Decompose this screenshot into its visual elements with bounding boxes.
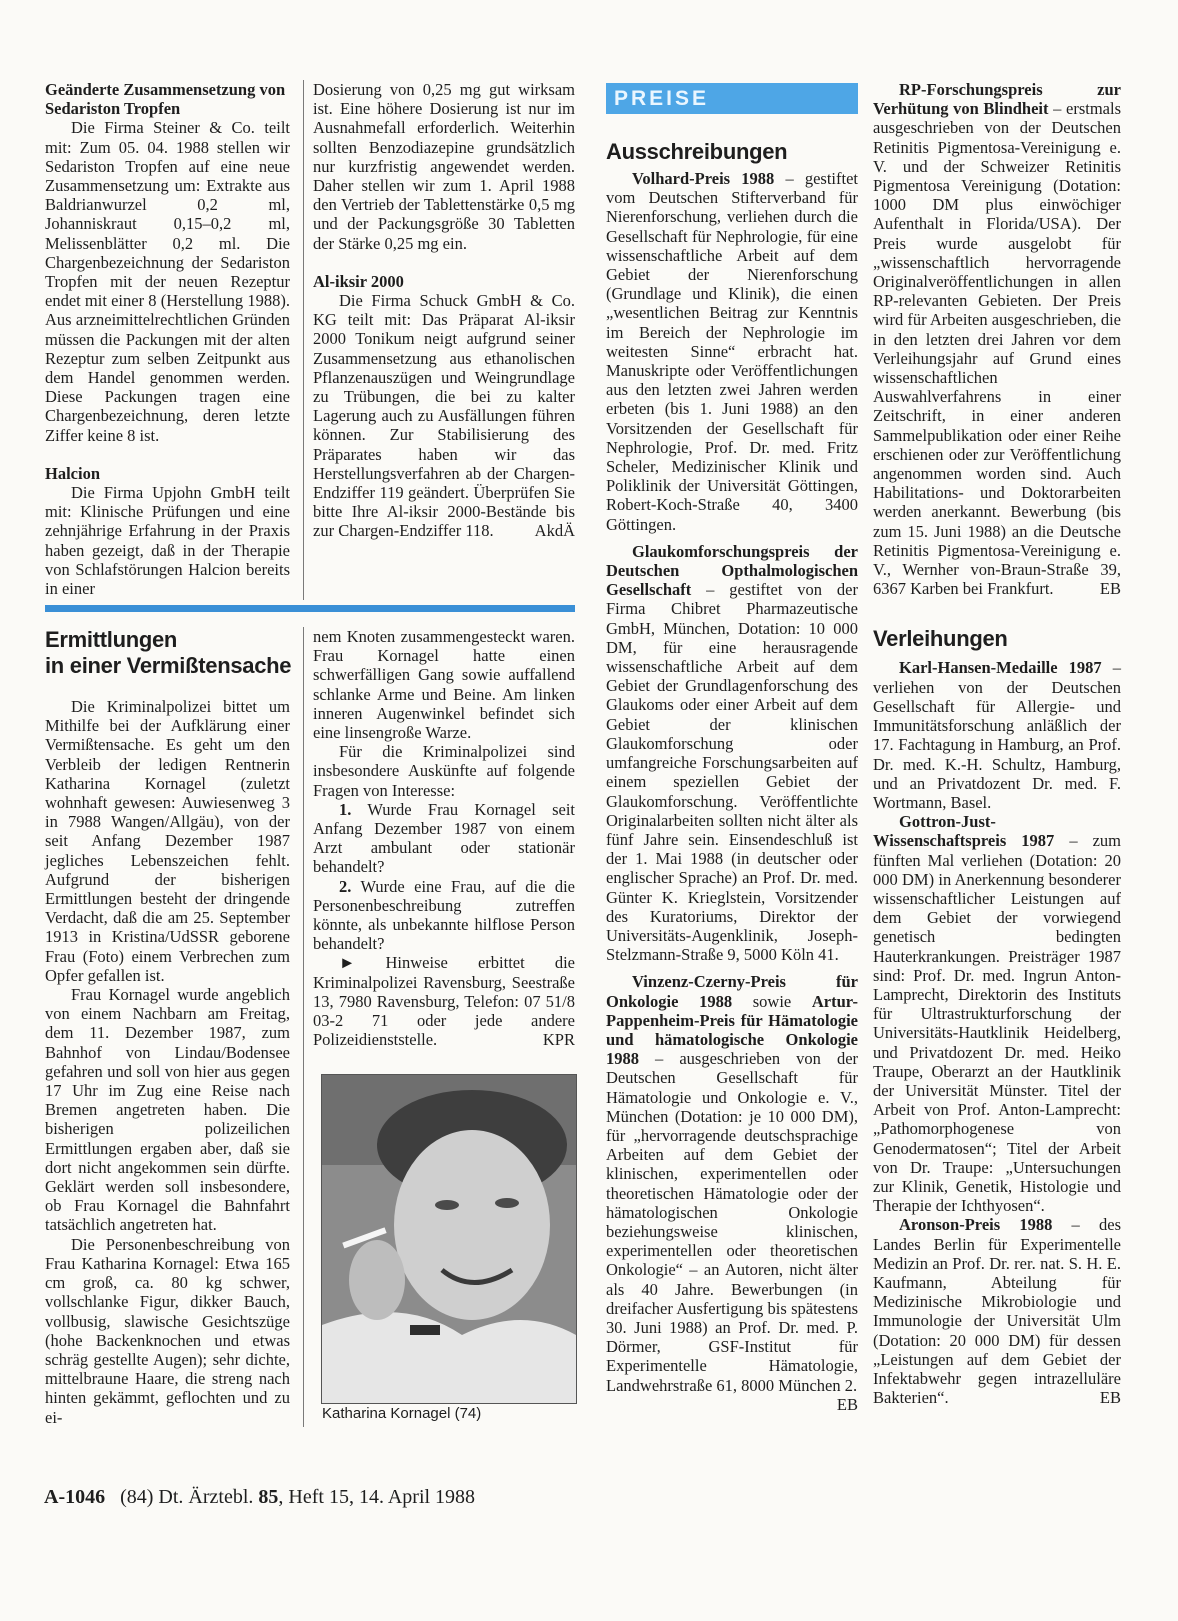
halcion-title: Halcion (45, 463, 101, 483)
photo-caption: Katharina Kornagel (74) (322, 1405, 482, 1422)
ermittlungen-title-1: Ermittlungen (45, 627, 178, 652)
sedariston-title: Geänderte Zusammensetzung von Sedariston Tropfen (45, 80, 286, 119)
question-1: 1. Wurde Frau Kornagel seit Anfang Dezember 1987 von einem Arzt ambulant oder stationär behandelt? (313, 799, 576, 877)
verleihungen-heading: Verleihungen (873, 626, 1008, 652)
vinzenz-signature: EB (836, 1394, 858, 1414)
aliksir-signature: AkdÄ (534, 521, 575, 541)
col3 (606, 139, 858, 1414)
arrow-icon: ► (339, 953, 356, 973)
volume-number: 85 (258, 1486, 279, 1508)
ermittlungen-contact: ► Hinweise erbittet die Kriminalpolizei Ravensburg, Seestraße 13, 7980 Ravensburg, Telefon: 07 51/8 03-2 71 oder jede andere Polizeidienststelle. KPR (313, 953, 575, 1050)
karl-hansen-entry: Karl-Hansen-Medaille 1987 – verliehen von der Deutschen Gesellschaft für Allergie- und Immunitätsforschung anläßlich der 17. Fachtagung in Hamburg, an Prof. Dr. med. K.-H. Schultz, Hamburg, und an Privatdozent Dr. med. F. Wortmann, Basel. (873, 658, 1121, 812)
portrait-photo-drawing (322, 1075, 576, 1403)
ermittlungen-p3: Die Personenbeschreibung von Frau Katharina Kornagel: Etwa 165 cm groß, ca. 80 kg schwer, vollschlanke Figur, dikker Bauch, vollbusig, slawische Gesichtszüge (hohe Backenknochen und etwas schräg gestellte Augen); sehr dichte, mittelbraune Haare, die streng nach hinten gekämmt, geflochten und zu ei- (45, 1234, 290, 1427)
ermittlungen-heading (45, 627, 295, 679)
gottron-just-entry: Gottron-Just-Wissenschaftspreis 1987 – zum fünften Mal verliehen (Dotation: 20 000 DM) in Anerkennung besonderer wissenschaftlicher Leistungen auf dem Gebiet der vorwiegend genetisch bedingten Hauterkrankungen. Preisträger 1987 sind: Prof. Dr. med. Ingrun Anton-Lamprecht, Direktorin des Instituts für Ultrastrukturforschung der Universitäts-Hautklinik Heidelberg, und Privatdozent Dr. med. Heiko Traupe, Oberarzt an der Hautklinik der Universität Münster. Titel der Arbeit von Prof. Anton-Lamprecht: „Pathomorphogenese von Genodermatosen“; Titel der Arbeit von Dr. Traupe: „Untersuchungen zur Klinik, Genetik, Histologie und Therapie der Ichthyosen“. (873, 812, 1121, 1216)
sedariston-body: Die Firma Steiner & Co. teilt mit: Zum 05. 04. 1988 stellen wir Sedariston Tropfen auf eine neue Zusammensetzung um: Extrakte aus Baldrianwurzel 0,2 ml, Johanniskraut 0,15–0,2 ml, Melissenblätter 0,2 ml. Die Chargenbezeichnung der Sedariston Tropfen mit der neuen Rezeptur endet mit einer 8 (Herstellung 1988). Aus arzneimittelrechtlichen Gründen müssen die Packungen mit der alten Rezeptur zum selben Zeitpunkt aus dem Handel genommen werden. Diese Packungen tragen eine Chargenbezeichnung, deren letzte Ziffer keine 8 ist. (45, 118, 290, 445)
col1-bottom (45, 697, 290, 1427)
column-divider (303, 627, 304, 1427)
page-number: A-1046 (44, 1486, 106, 1508)
col4 (873, 80, 1121, 1407)
glaukom-entry: Glaukomforschungspreis der Deutschen Opthalmologischen Gesellschaft – gestiftet von der Firma Chibret Pharmazeutische GmbH, München, Dotation: 10 000 DM, für eine herausragende wissenschaftliche Arbeit auf dem Gebiet der Grundlagenforschung des Glaukoms oder einer Arbeit auf dem Gebiet der klinischen Glaukomforschung oder umfangreiche Forschungsarbeiten auf einem speziellen Gebiet der Glaukomforschung. Veröffentlichte Originalarbeiten sollten nicht älter als fünf Jahre sein. Einsendeschluß ist der 1. Mai 1988 (in deutscher oder englischer Sprache) an Prof. Dr. med. Günter K. Krieglstein, Vorsitzender des Kuratoriums, Direktor der Universitäts-Augenklinik, Joseph-Stelzmann-Straße 9, 5000 Köln 41. (606, 541, 859, 965)
question-2: 2. Wurde eine Frau, auf die die Personenbeschreibung zutreffen könnte, als unbekannte hilflose Person behandelt? (313, 876, 576, 954)
halcion-continuation: Dosierung von 0,25 mg gut wirksam ist. Eine höhere Dosierung ist nur im Ausnahmefall erforderlich. Weiterhin sollten Benzodiazepine grundsätzlich nur kurzfristig angewendet werden. Daher stellen wir zum 1. April 1988 den Vertrieb der Tablettenstärke 0,5 mg und der Packungsgröße 30 Tabletten der Stärke 0,25 mg ein. (313, 80, 575, 253)
col2-bottom (313, 627, 575, 1049)
rp-signature: EB (1099, 579, 1121, 599)
rp-entry: RP-Forschungspreis zur Verhütung von Blindheit – erstmals ausgeschrieben von der Deutschen Retinitis Pigmentosa-Vereinigung e. V. und der Schweizer Retinitis Pigmentosa Vereinigung (Dotation: 1000 DM plus einwöchiger Aufenthalt in Florida/USA). Der Preis wurde ausgelobt für „wissenschaftlich hervorragende Originalveröffentlichungen in allen RP-relevanten Gebieten. Der Preis wird für Arbeiten ausgeschrieben, die in den letzten drei Jahren vor dem Verleihungsjahr auf Grund eines wissenschaftlichen Auswahlverfahrens in einer Zeitschrift, in einer anderen Sammelpublikation oder einer Reihe erschienen oder zur Veröffentlichung angenommen worden sind. Auch Habilitations- und Doktorarbeiten werden anerkannt. Bewerbung (bis zum 15. Juni 1988) an die Deutsche Retinitis Pigmentosa-Vereinigung e. V., Wernher von-Braun-Straße 39, 6367 Karben bei Frankfurt. EB (873, 80, 1121, 599)
aliksir-body: Die Firma Schuck GmbH & Co. KG teilt mit: Das Präparat Al-iksir 2000 Tonikum neigt aufgrund seiner Zusammensetzung aus ethanolischen Pflanzenauszügen und Weingrundlage zu Trübungen, die bei zu kalter Lagerung auch zu Ausfällungen führen können. Zur Stabilisierung des Präparates haben wir das Herstellungsverfahren ab der Chargen-Endziffer 119 geändert. Überprüfen Sie bitte Ihre Al-iksir 2000-Bestände bis zur Chargen-Endziffer 118. AkdÄ (313, 291, 575, 541)
halcion-body: Die Firma Upjohn GmbH teilt mit: Klinische Prüfungen und eine zehnjährige Erfahrung in der Praxis haben gezeigt, daß in der Therapie von Schlafstörungen Halcion bereits in einer (45, 483, 290, 599)
ermittlungen-p2: Frau Kornagel wurde angeblich von einem Nachbarn am Freitag, dem 11. Dezember 1987, zum Bahnhof von Lindau/Bodensee gefahren und soll von hier aus gegen 17 Uhr im Zug eine Reise nach Bremen angetreten haben. Die bisherigen polizeilichen Ermittlungen ergaben aber, daß sie dort nicht angekommen sein dürfte. Geklärt werden soll insbesondere, ob Frau Kornagel die Bahnfahrt tatsächlich angetreten hat. (45, 985, 290, 1235)
aronson-signature: EB (1099, 1388, 1121, 1408)
aliksir-title: Al-iksir 2000 (313, 271, 404, 291)
col2-top (313, 80, 575, 541)
journal-name: (84) Dt. Ärztebl. (120, 1486, 254, 1508)
vinzenz-entry: Vinzenz-Czerny-Preis für Onkologie 1988 sowie Artur-Pappenheim-Preis für Hämatologie und hämatologische Onkologie 1988 – ausgeschrieben von der Deutschen Gesellschaft für Hämatologie und Onkologie e. V., München (Dotation: je 10 000 DM), für „hervorragende deutschsprachige Arbeiten auf dem Gebiet der klinischen, experimentellen oder theoretischen Hämatologie oder der hämatologischen Onkologie beziehungsweise klinischen, experimentellen oder theoretischen Onkologie“ – an Autoren, nicht älter als 40 Jahre. Bewerbungen (in dreifacher Ausfertigung bis spätestens 30. Juni 1988) an Prof. Dr. med. P. Dörmer, GSF-Institut für Experimentelle Hämatologie, Landwehrstraße 61, 8000 München 2. EB (606, 972, 859, 1414)
col1-top (45, 80, 290, 598)
volhard-entry: Volhard-Preis 1988 – gestiftet vom Deutschen Stifterverband für Nierenforschung, verliehen durch die Gesellschaft für Nephrologie, für eine wissenschaftliche Arbeit auf dem Gebiet der Nierenforschung (Grundlage und Klinik), die einen „wesentlichen Beitrag zur Kenntnis im Bereich der Nephrologie im weitesten Sinne“ erbracht hat. Manuskripte oder Veröffentlichungen aus den letzten zwei Jahren werden erbeten (bis 1. Juni 1988) an den Vorsitzenden der Gesellschaft für Nephrologie, Prof. Dr. med. Fritz Scheler, Medizinischer Klinik und Poliklinik der Universität Göttingen, Robert-Koch-Straße 40, 3400 Göttingen. (606, 169, 859, 534)
preise-banner: PREISE (606, 83, 858, 114)
portrait-photo (321, 1074, 577, 1404)
issue-date: , Heft 15, 14. April 1988 (278, 1486, 476, 1508)
ausschreibungen-heading: Ausschreibungen (606, 139, 788, 164)
page-footer (44, 1486, 475, 1509)
column-divider (303, 80, 304, 600)
ermittlungen-title-2: in einer Vermißtensache (45, 653, 292, 678)
ermittlungen-p1: Die Kriminalpolizei bittet um Mithilfe bei der Aufklärung einer Vermißtensache. Es geht um den Verbleib der ledigen Rentnerin Katharina Kornagel (zuletzt wohnhaft gewesen: Auwiesenweg 3 in 7988 Wangen/Allgäu), von der seit Anfang Dezember 1987 jegliches Lebenszeichen fehlt. Aufgrund der bisherigen Ermittlungen besteht der dringende Verdacht, daß die am 25. September 1913 in Kristina/UdSSR geborene Frau (Foto) einem Verbrechen zum Opfer gefallen ist. (45, 697, 290, 985)
ermittlungen-p4: nem Knoten zusammengesteckt waren. Frau Kornagel hatte einen schwerfälligen Gang sowie auffallend schlanke Arme und Beine. Am linken inneren Augenwinkel befindet sich eine linsengroße Warze. (313, 627, 575, 743)
kpr-signature: KPR (542, 1030, 575, 1050)
ermittlungen-p5: Für die Kriminalpolizei sind insbesondere Auskünfte auf folgende Fragen von Interesse: (313, 742, 575, 800)
section-rule (45, 605, 575, 612)
aronson-entry: Aronson-Preis 1988 – des Landes Berlin für Experimentelle Medizin an Prof. Dr. rer. nat. S. H. E. Kaufmann, Abteilung für Medizinische Mikrobiologie und Immunologie der Universität Ulm (Dotation: 20 000 DM) für dessen „Leistungen auf dem Gebiet der Infektabwehr gegen intrazelluläre Bakterien“. EB (873, 1215, 1121, 1408)
